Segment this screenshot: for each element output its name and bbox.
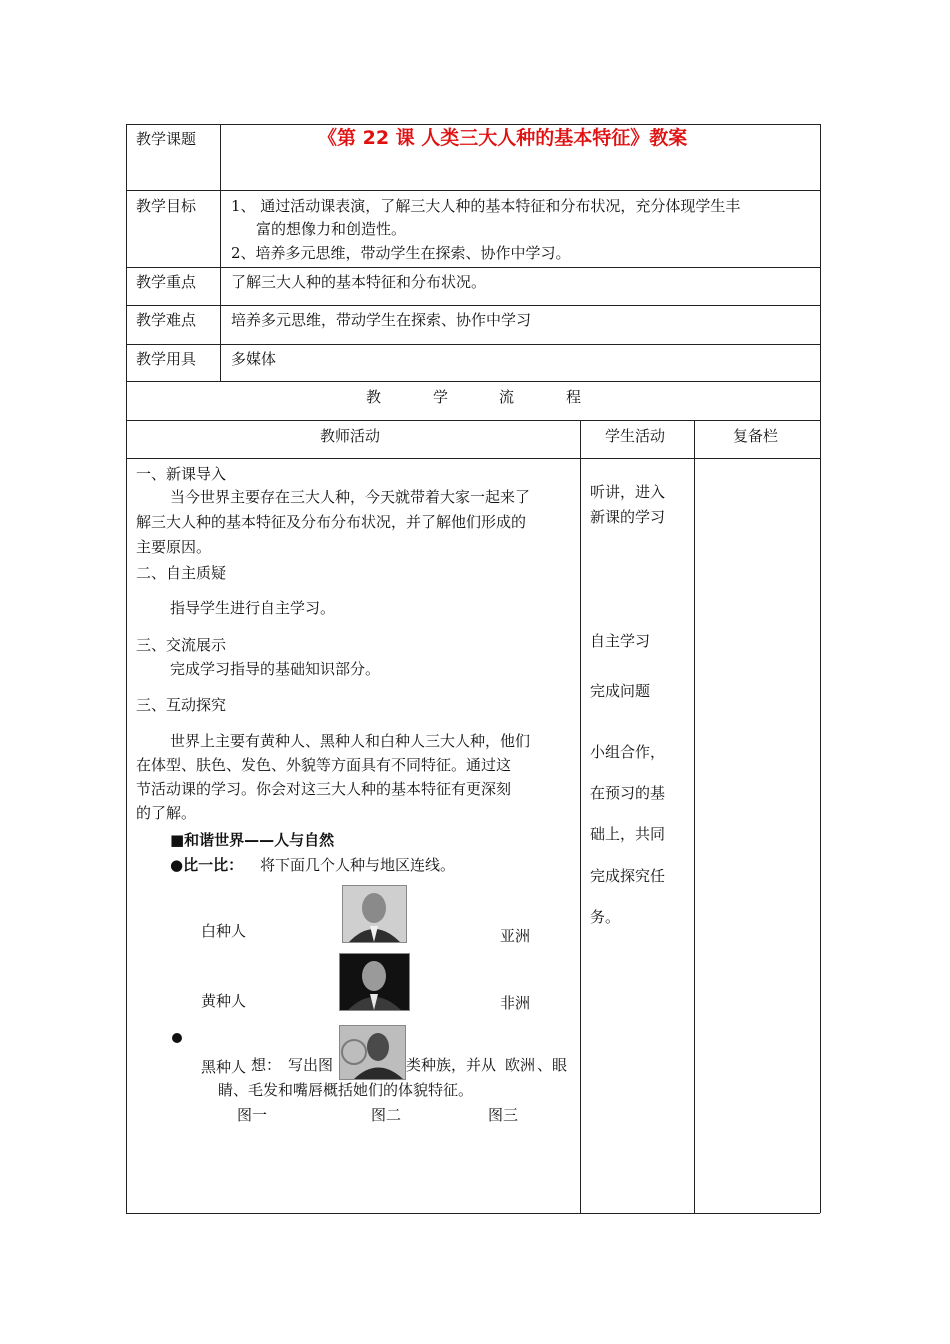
difficulties-text: 培养多元思维，带动学生在探索、协作中学习 — [231, 311, 532, 329]
section-4-line: 在体型、肤色、发色、外貌等方面具有不同特征。通过这 — [136, 756, 512, 774]
goal-1-line-2: 富的想像力和创造性。 — [256, 220, 407, 238]
figure-label-2: 图二 — [371, 1106, 402, 1124]
student-column-divider — [580, 420, 581, 1213]
table-row-divider — [126, 458, 820, 459]
section-1-line: 当今世界主要存在三大人种，今天就带着大家一起来了 — [170, 488, 531, 506]
label-topic: 教学课题 — [136, 130, 197, 148]
think-text-1c: 、眼 — [537, 1056, 568, 1074]
label-tools: 教学用具 — [136, 350, 197, 368]
think-text-1b: 类种族，并从 — [406, 1056, 497, 1074]
student-activity-4-line: 础上，共同 — [590, 825, 666, 843]
section-1-line: 解三大人种的基本特征及分布分布状况，并了解他们形成的 — [136, 513, 527, 531]
label-key-points: 教学重点 — [136, 273, 197, 291]
column-header-teacher: 教师活动 — [320, 427, 381, 445]
section-2-text: 指导学生进行自主学习。 — [170, 599, 336, 617]
compare-label: ●比一比： — [170, 856, 244, 874]
student-activity-1-line: 听讲，进入 — [590, 483, 666, 501]
table-row-divider — [126, 420, 820, 421]
table-row-divider — [126, 267, 820, 268]
student-activity-4-line: 在预习的基 — [590, 784, 666, 802]
student-activity-4-line: 务。 — [590, 908, 621, 926]
student-activity-2: 自主学习 — [590, 632, 651, 650]
goal-1-line-1: 1、 通过活动课表演，了解三大人种的基本特征和分布状况，充分体现学生丰 — [231, 197, 741, 215]
section-4-line: 节活动课的学习。你会对这三大人种的基本特征有更深刻 — [136, 780, 512, 798]
flow-header-char: 流 — [499, 388, 515, 406]
student-activity-4-line: 完成探究任 — [590, 867, 666, 885]
portrait-photo-2 — [339, 953, 410, 1011]
tools-text: 多媒体 — [231, 350, 277, 368]
figure-label-3: 图三 — [488, 1106, 519, 1124]
student-activity-4-line: 小组合作， — [590, 743, 666, 761]
table-border-left — [126, 124, 127, 1213]
region-asia: 亚洲 — [500, 927, 531, 945]
table-border-right — [820, 124, 821, 1213]
section-4-title: 三、互动探究 — [136, 696, 227, 714]
portrait-photo-3 — [339, 1025, 406, 1080]
region-africa: 非洲 — [500, 994, 531, 1012]
section-4-line: 的了解。 — [136, 804, 197, 822]
think-prefix: 想： — [251, 1056, 282, 1074]
section-3-text: 完成学习指导的基础知识部分。 — [170, 660, 381, 678]
race-white: 白种人 — [201, 922, 247, 940]
harmony-heading: ■和谐世界——人与自然 — [170, 831, 335, 849]
section-4-line: 世界上主要有黄种人、黑种人和白种人三大人种，他们 — [170, 732, 531, 750]
table-row-divider — [126, 190, 820, 191]
race-yellow: 黄种人 — [201, 992, 247, 1010]
section-1-line: 主要原因。 — [136, 538, 212, 556]
table-border-top — [126, 124, 820, 125]
section-2-title: 二、自主质疑 — [136, 564, 227, 582]
flow-header-char: 教 — [366, 388, 382, 406]
table-row-divider — [126, 305, 820, 306]
student-activity-3: 完成问题 — [590, 682, 651, 700]
column-header-student: 学生活动 — [605, 427, 666, 445]
section-3-title: 三、交流展示 — [136, 636, 227, 654]
section-1-title: 一、新课导入 — [136, 465, 227, 483]
table-row-divider — [126, 344, 820, 345]
table-row-divider — [126, 381, 820, 382]
lesson-title: 《第 22 课 人类三大人种的基本特征》教案 — [318, 127, 688, 149]
label-difficulties: 教学难点 — [136, 311, 197, 329]
region-europe: 欧洲 — [505, 1056, 536, 1074]
race-black: 黑种人 — [201, 1058, 247, 1076]
student-activity-1-line: 新课的学习 — [590, 508, 666, 526]
think-bullet — [172, 1033, 182, 1043]
label-goals: 教学目标 — [136, 197, 197, 215]
portrait-photo-1 — [342, 885, 407, 943]
compare-text: 将下面几个人种与地区连线。 — [260, 856, 456, 874]
flow-header-char: 学 — [433, 388, 449, 406]
goal-2: 2、培养多元思维，带动学生在探索、协作中学习。 — [231, 244, 571, 262]
figure-label-1: 图一 — [237, 1106, 268, 1124]
key-points-text: 了解三大人种的基本特征和分布状况。 — [231, 273, 487, 291]
flow-header-char: 程 — [566, 388, 582, 406]
column-header-review: 复备栏 — [733, 427, 779, 445]
review-column-divider — [694, 420, 695, 1213]
label-column-divider — [220, 124, 221, 381]
think-text-1: 写出图 — [288, 1056, 334, 1074]
think-text-2: 睛、毛发和嘴唇概括她们的体貌特征。 — [218, 1081, 474, 1099]
table-border-bottom — [126, 1213, 820, 1214]
